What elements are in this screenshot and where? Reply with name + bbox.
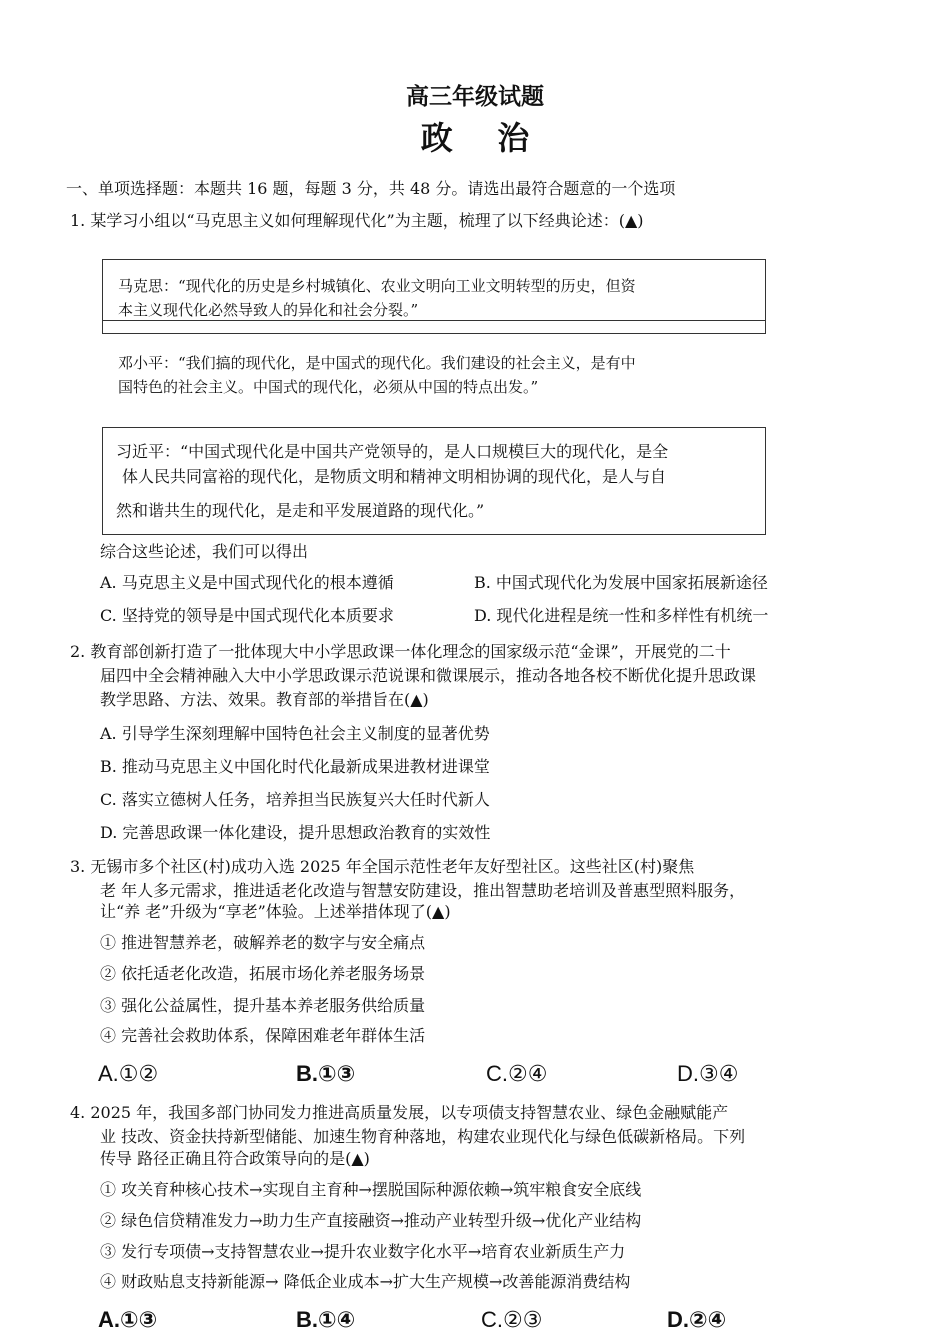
q2-stem-line3: 教学思路、方法、效果。教育部的举措旨在(▲) [100, 690, 429, 709]
q1-quote3-line1: 习近平：“中国式现代化是中国共产党领导的，是人口规模巨大的现代化，是全 [116, 442, 669, 461]
q4-item-4: ④ 财政贴息支持新能源→ 降低企业成本→扩大生产规模→改善能源消费结构 [100, 1272, 631, 1291]
q1-option-d: D. 现代化进程是统一性和多样性有机统一 [474, 606, 769, 625]
q1-stem: 1. 某学习小组以“马克思主义如何理解现代化”为主题，梳理了以下经典论述：(▲) [70, 211, 644, 230]
q2-option-b: B. 推动马克思主义中国化时代化最新成果进教材进课堂 [100, 757, 490, 776]
q3-stem-line2: 老 年人多元需求，推进适老化改造与智慧安防建设，推出智慧助老培训及普惠型照料服务， [100, 881, 746, 900]
q4-stem-line2: 业 技改、资金扶持新型储能、加速生物育种落地，构建农业现代化与绿色低碳新格局。下列 [100, 1127, 746, 1146]
q4-item-2: ② 绿色信贷精准发力→助力生产直接融资→推动产业转型升级→优化产业结构 [100, 1211, 642, 1230]
q4-item-3: ③ 发行专项债→支持智慧农业→提升农业数字化水平→培育农业新质生产力 [100, 1242, 626, 1261]
q4-answer-b: B.①④ [296, 1307, 356, 1332]
q3-stem-line1: 3. 无锡市多个社区(村)成功入选 2025 年全国示范性老年友好型社区。这些社区(村)聚焦 [70, 857, 695, 876]
q2-stem-line2: 届四中全会精神融入大中小学思政课示范说课和微课展示，推动各地各校不断优化提升思政课 [100, 666, 757, 685]
q3-stem-line3: 让“养 老”升级为“享老”体验。上述举措体现了(▲) [100, 902, 451, 921]
q3-answer-d: D.③④ [677, 1061, 739, 1086]
q1-quote2-line2: 国特色的社会主义。中国式的现代化，必须从中国的特点出发。” [118, 378, 539, 396]
exam-title: 高三年级试题 [406, 84, 544, 110]
q4-answer-a: A.①③ [98, 1307, 158, 1332]
q3-answer-b: B.①③ [296, 1061, 356, 1086]
q4-answer-c: C.②③ [481, 1307, 543, 1332]
q3-answer-c: C.②④ [486, 1061, 548, 1086]
q3-item-3: ③ 强化公益属性，提升基本养老服务供给质量 [100, 996, 426, 1015]
q1-quote3-line2: 体人民共同富裕的现代化，是物质文明和精神文明相协调的现代化，是人与自 [122, 467, 667, 486]
q1-lead: 综合这些论述，我们可以得出 [100, 542, 309, 561]
q2-stem-line1: 2. 教育部创新打造了一批体现大中小学思政课一体化理念的国家级示范“金课”，开展党的二十 [70, 642, 731, 661]
subject-title: 政 治 [420, 119, 530, 157]
q4-answer-d: D.②④ [667, 1307, 727, 1332]
q1-quote2-line1: 邓小平：“我们搞的现代化，是中国式的现代化。我们建设的社会主义，是有中 [118, 354, 636, 372]
q2-option-c: C. 落实立德树人任务，培养担当民族复兴大任时代新人 [100, 790, 490, 809]
q3-item-1: ① 推进智慧养老，破解养老的数字与安全痛点 [100, 933, 426, 952]
q1-option-c: C. 坚持党的领导是中国式现代化本质要求 [100, 606, 394, 625]
q4-stem-line3: 传导 路径正确且符合政策导向的是(▲) [100, 1149, 370, 1168]
q4-item-1: ① 攻关育种核心技术→实现自主育种→摆脱国际种源依赖→筑牢粮食安全底线 [100, 1180, 642, 1199]
q1-quote1-line2: 本主义现代化必然导致人的异化和社会分裂。” [118, 301, 419, 319]
q3-item-2: ② 依托适老化改造，拓展市场化养老服务场景 [100, 964, 426, 983]
q2-option-d: D. 完善思政课一体化建设，提升思想政治教育的实效性 [100, 823, 491, 842]
q3-answer-a: A.①② [98, 1061, 159, 1086]
q2-option-a: A. 引导学生深刻理解中国特色社会主义制度的显著优势 [100, 724, 490, 743]
q1-option-b: B. 中国式现代化为发展中国家拓展新途径 [474, 573, 768, 592]
q4-stem-line1: 4. 2025 年，我国多部门协同发力推进高质量发展，以专项债支持智慧农业、绿色金融赋能产 [70, 1103, 729, 1122]
q1-quote1-line1: 马克思：“现代化的历史是乡村城镇化、农业文明向工业文明转型的历史，但资 [118, 277, 636, 295]
q3-item-4: ④ 完善社会救助体系，保障困难老年群体生活 [100, 1026, 426, 1045]
q1-option-a: A. 马克思主义是中国式现代化的根本遵循 [100, 573, 394, 592]
q1-quote3-line3: 然和谐共生的现代化，是走和平发展道路的现代化。” [116, 501, 485, 520]
section-heading: 一、单项选择题：本题共 16 题，每题 3 分，共 48 分。请选出最符合题意的一个选项 [66, 179, 676, 198]
